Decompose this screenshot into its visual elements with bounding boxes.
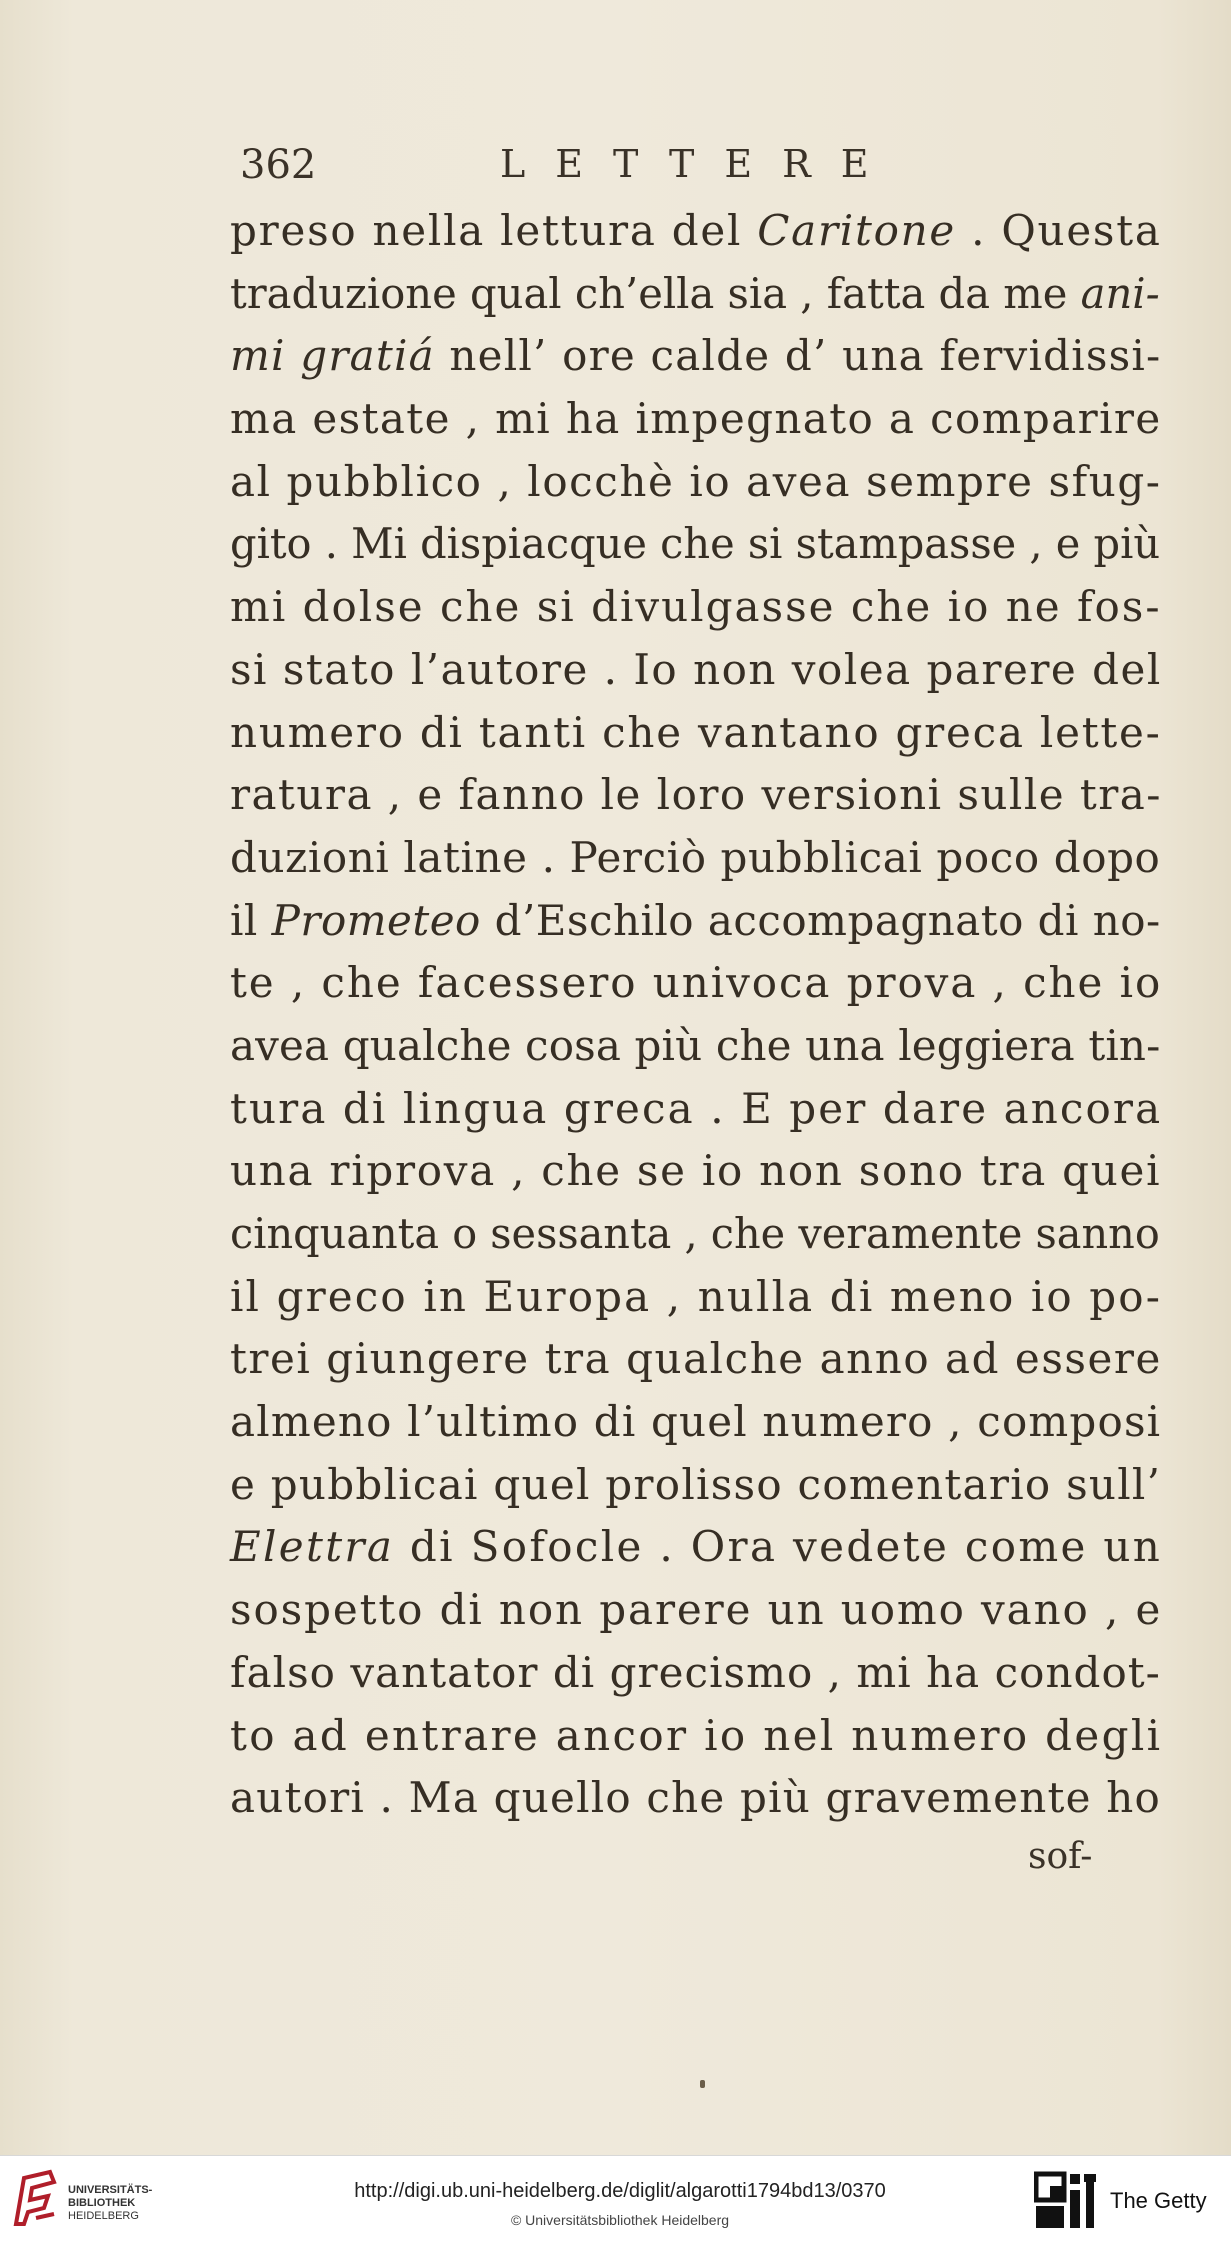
text-line <box>230 952 1170 1015</box>
text-segment: trei giungere tra qualche anno ad essere <box>230 1334 1162 1384</box>
ink-speck <box>700 2080 705 2088</box>
library-name <box>68 2184 152 2223</box>
page-number: 362 <box>240 142 317 188</box>
text-segment: cinquanta o sessanta , che veramente sanno <box>230 1209 1160 1258</box>
text-line <box>230 451 1170 514</box>
text-segment: traduzione qual ch’ella sia , fatta da me <box>230 268 1081 318</box>
text-segment: e pubblicai quel prolisso comentario sull’ <box>230 1459 1162 1509</box>
catchword: sof- <box>1028 1836 1093 1877</box>
text-line <box>230 263 1162 326</box>
italic-title: Elettra <box>230 1522 395 1572</box>
text-segment: tura di lingua greca . E per dare ancora <box>230 1083 1163 1133</box>
text-line <box>230 702 1170 765</box>
library-logo-icon <box>10 2168 60 2230</box>
text-line <box>230 639 1170 702</box>
italic-title: ani- <box>1080 268 1160 318</box>
text-segment: nell’ ore calde d’ una fervidissi- <box>434 331 1162 381</box>
text-line <box>230 325 1170 388</box>
text-line <box>230 1579 1170 1642</box>
text-line <box>230 1642 1170 1705</box>
text-segment: avea qualche cosa più che una leggiera tin- <box>230 1020 1161 1070</box>
text-line <box>230 1203 1160 1266</box>
text-line <box>230 388 1170 451</box>
text-line <box>230 1328 1170 1391</box>
partner-name: The Getty <box>1110 2188 1207 2213</box>
getty-logo-icon <box>1034 2170 1098 2234</box>
text-segment: al pubblico , locchè io avea sempre sfug- <box>230 456 1162 506</box>
text-line <box>230 1516 1170 1579</box>
text-line <box>230 1767 1170 1830</box>
text-line <box>230 764 1170 827</box>
italic-title: Caritone <box>757 206 957 255</box>
text-line <box>230 1391 1170 1454</box>
text-segment: duzioni latine . Perciò pubblicai poco dopo <box>230 832 1161 882</box>
page-header <box>240 142 980 202</box>
text-line <box>230 827 1170 890</box>
getty-logo[interactable] <box>1034 2170 1224 2234</box>
body-text <box>230 200 1170 1830</box>
text-segment: numero di tanti che vantano greca lette- <box>230 707 1162 757</box>
text-segment: ma estate , mi ha impegnato a comparire <box>230 394 1162 444</box>
library-logo[interactable] <box>10 2168 180 2234</box>
text-segment: di Sofocle . Ora vedete come un <box>394 1522 1163 1572</box>
text-segment: si stato l’autore . Io non volea parere del <box>230 644 1162 694</box>
running-title: LETTERE <box>500 142 899 186</box>
text-segment: una riprova , che se io non sono tra quei <box>230 1146 1162 1196</box>
text-segment: gito . Mi dispiacque che si stampasse , e più <box>230 519 1161 569</box>
text-segment: il <box>230 895 272 945</box>
text-segment: preso nella lettura del <box>230 206 758 255</box>
italic-title: mi gratiá <box>230 331 435 381</box>
text-segment: to ad entrare ancor io nel numero degli <box>230 1710 1163 1760</box>
text-segment: ratura , e fanno le loro versioni sulle tra- <box>230 770 1162 820</box>
text-line <box>230 576 1170 639</box>
text-line <box>230 1078 1170 1141</box>
text-segment: il greco in Europa , nulla di meno io po- <box>230 1271 1163 1321</box>
text-segment: almeno l’ultimo di quel numero , composi <box>230 1397 1162 1447</box>
text-segment: d’Eschilo accompagnato di no- <box>480 895 1161 945</box>
footer-bar <box>0 2155 1231 2246</box>
permalink-url[interactable]: http://digi.ub.uni-heidelberg.de/diglit/algarotti1794bd13/0370 <box>354 2180 886 2202</box>
library-name-line3: HEIDELBERG <box>68 2210 139 2222</box>
copyright-notice: © Universitätsbibliothek Heidelberg <box>510 2212 730 2228</box>
text-line <box>230 1140 1170 1203</box>
text-segment: falso vantator di grecismo , mi ha condot- <box>230 1647 1161 1697</box>
text-line <box>230 1454 1170 1517</box>
italic-title: Prometeo <box>271 895 481 945</box>
text-line <box>230 1266 1170 1329</box>
text-segment: sospetto di non parere un uomo vano , e <box>230 1585 1163 1635</box>
text-line <box>230 1015 1170 1078</box>
text-line <box>230 200 1170 263</box>
text-segment: autori . Ma quello che più gravemente ho <box>230 1773 1161 1823</box>
library-name-line2: BIBLIOTHEK <box>68 2197 136 2209</box>
text-line <box>230 890 1170 953</box>
text-segment: mi dolse che si divulgasse che io ne fos- <box>230 582 1162 632</box>
text-segment: . Questa <box>956 206 1162 255</box>
text-segment: te , che facessero univoca prova , che io <box>230 958 1163 1008</box>
text-line <box>230 1705 1170 1768</box>
library-name-line1: UNIVERSITÄTS- <box>68 2184 153 2196</box>
text-line <box>230 513 1159 576</box>
